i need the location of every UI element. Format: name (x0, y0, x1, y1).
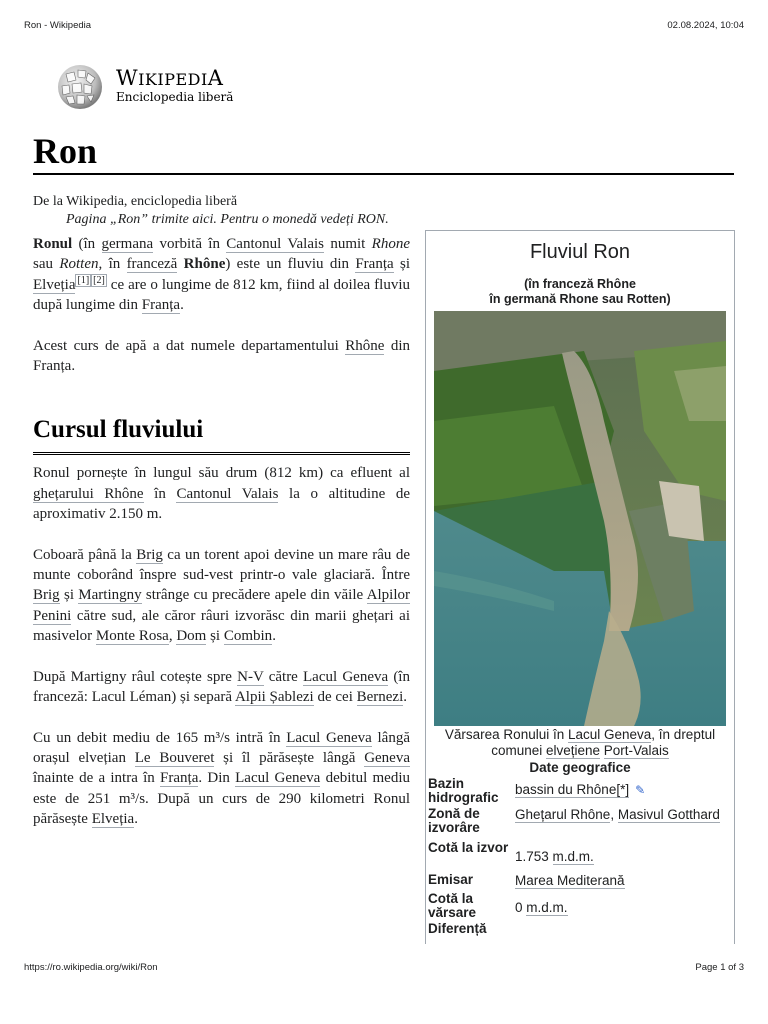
link-alpii-sablezi[interactable]: Alpii Șablezi (234, 689, 314, 706)
link-combin[interactable]: Combin (223, 628, 273, 645)
link-ghetarul-rhone[interactable]: ghețarului Rhône (33, 485, 144, 502)
link-elvetia-2[interactable]: Elveția (91, 811, 135, 828)
label-zona: Zonă de izvorâre (428, 806, 480, 835)
print-footer (24, 962, 744, 973)
infobox-section-geo: Date geografice (529, 760, 631, 775)
link-caption-port-valais[interactable]: Port-Valais (603, 742, 669, 758)
value-emisar (515, 873, 725, 888)
link-lacul-geneva-2[interactable]: Lacul Geneva (286, 729, 372, 746)
site-subtitle: De la Wikipedia, enciclopedia liberă (33, 194, 238, 209)
tagline: Enciclopedia liberă (116, 90, 234, 104)
value-cota-varsare: 0 m.d.m. (515, 900, 568, 915)
reference-1[interactable]: [1] (77, 274, 90, 286)
link-germana[interactable]: germana (101, 236, 154, 252)
link-brig-2[interactable]: Brig (33, 587, 60, 604)
section-paragraph-4: Cu un debit mediu de 165 m³/s intră în Lacul Geneva lângă orașul elvețian Le Bouveret și îl părăsește lângă Geneva înainte de a intra în Franța. Din Lacul Geneva debitul mediu este de 251 m³/s. După un curs de 290 kilometri Ronul părăsește Elveția. (33, 729, 410, 828)
title-divider (33, 173, 734, 175)
link-caption-elvetiene[interactable]: elvețiene (545, 742, 601, 758)
label-cota-izvor: Cotă la izvor (428, 840, 509, 855)
link-masivul-gotthard[interactable]: Masivul Gotthard (617, 807, 720, 822)
article-body (33, 234, 410, 850)
page-title: Ron (33, 131, 98, 171)
label-cota-varsare: Cotă la vărsare (428, 891, 477, 920)
section-paragraph-3: După Martigny râul cotește spre N-V către Lacul Geneva (în franceză: Lacul Léman) și separă Alpii Șablezi de cei Bernezi. (33, 668, 410, 706)
link-elvetia[interactable]: Elveția (33, 276, 76, 293)
link-martigny[interactable]: Martingny (78, 587, 142, 604)
wordmark: WIKIPEDIA (116, 66, 224, 90)
label-emisar: Emisar (428, 872, 474, 887)
wikipedia-logo[interactable] (54, 64, 254, 110)
hatnote: Pagina „Ron” trimite aici. Pentru o monedă vedeți RON. (66, 212, 389, 227)
value-bazin: bassin du Rhône[*] ✎ (515, 782, 646, 797)
link-geneva[interactable]: Geneva (364, 749, 410, 766)
link-franta-2[interactable]: Franța (141, 297, 181, 314)
value-cota-izvor: 1.753 m.d.m. (515, 849, 594, 864)
infobox-title: Fluviul Ron (529, 241, 631, 263)
infobox-subtitle: (în franceză Rhône în germană Rhone sau Rotten) (489, 277, 671, 306)
infobox-caption: Vărsarea Ronului în Lacul Geneva, în dreptul comunei elvețiene Port-Valais (444, 727, 716, 758)
link-bernezi[interactable]: Bernezi (356, 689, 404, 706)
link-franta[interactable]: Franța (355, 256, 394, 273)
link-caption-lacul-geneva[interactable]: Lacul Geneva (567, 727, 652, 742)
infobox (425, 230, 735, 944)
link-dom[interactable]: Dom (176, 628, 207, 645)
wikipedia-globe-icon (54, 64, 106, 110)
link-mdm-2[interactable]: m.d.m. (526, 900, 568, 915)
aerial-photo-rhone-delta (434, 311, 726, 726)
link-rhone-departament[interactable]: Rhône (345, 337, 385, 354)
label-diferenta: Diferență (428, 921, 487, 936)
label-bazin: Bazin hidrografic (428, 776, 499, 805)
print-header (24, 20, 744, 34)
section-paragraph-1: Ronul pornește în lungul său drum (812 km) ca efluent al ghețarului Rhône în Cantonul Valais la o altitudine de aproximativ 2.150 m. (33, 465, 410, 523)
print-page-title: Ron - Wikipedia (24, 20, 92, 31)
link-le-bouveret[interactable]: Le Bouveret (134, 749, 215, 766)
link-monte-rosa[interactable]: Monte Rosa (95, 628, 169, 645)
print-page-number: Page 1 of 3 (695, 962, 744, 973)
link-ghetarul-rhone-ib[interactable]: Ghețarul Rhône (515, 807, 611, 822)
link-brig[interactable]: Brig (136, 546, 163, 563)
link-alpilor-penini[interactable]: Alpilor Penini (33, 587, 410, 624)
print-datetime: 02.08.2024, 10:04 (667, 20, 744, 31)
link-franceza[interactable]: franceză (126, 256, 178, 273)
link-franta-3[interactable]: Franța (160, 770, 199, 787)
reference-2[interactable]: [2] (93, 274, 105, 286)
infobox-image[interactable] (434, 311, 726, 726)
link-cantonul-valais[interactable]: Cantonul Valais (226, 236, 325, 252)
link-n-v[interactable]: N-V (237, 668, 264, 685)
intro-paragraph-2: Acest curs de apă a dat numele departamentului Rhône din Franța. (33, 337, 410, 375)
link-lacul-geneva-3[interactable]: Lacul Geneva (235, 770, 321, 787)
pencil-edit-icon[interactable]: ✎ (635, 783, 646, 797)
link-marea-mediterana[interactable]: Marea Mediterană (515, 873, 625, 888)
link-lacul-geneva[interactable]: Lacul Geneva (303, 668, 389, 685)
print-url: https://ro.wikipedia.org/wiki/Ron (24, 962, 158, 973)
wikidata-ref[interactable]: [*] (616, 782, 630, 797)
section-heading-cursul: Cursul fluviului (33, 414, 410, 455)
link-cantonul-valais-2[interactable]: Cantonul Valais (176, 485, 279, 502)
intro-paragraph-1: Ronul (în germana vorbită în Cantonul Valais numit Rhone sau Rotten, în franceză Rhône) este un fluviu din Franța și Elveția [1] [2] ce are o lungime de 812 km, fiind al doilea fluviu după lungime din Franța. (33, 236, 410, 314)
link-mdm-1[interactable]: m.d.m. (552, 849, 594, 864)
section-paragraph-2: Coboară până la Brig ca un torent apoi devine un mare râu de munte coborând înspre sud-vest printr-o vale glaciară. Între Brig și Martingny strânge cu precădere apele din văile Alpilor Penini către sud, ale căror râuri izvorăsc din marii ghețari ai masivelor Monte Rosa, Dom și Combin. (33, 546, 410, 645)
value-zona: Ghețarul Rhône, Masivul Gotthard (515, 807, 720, 822)
